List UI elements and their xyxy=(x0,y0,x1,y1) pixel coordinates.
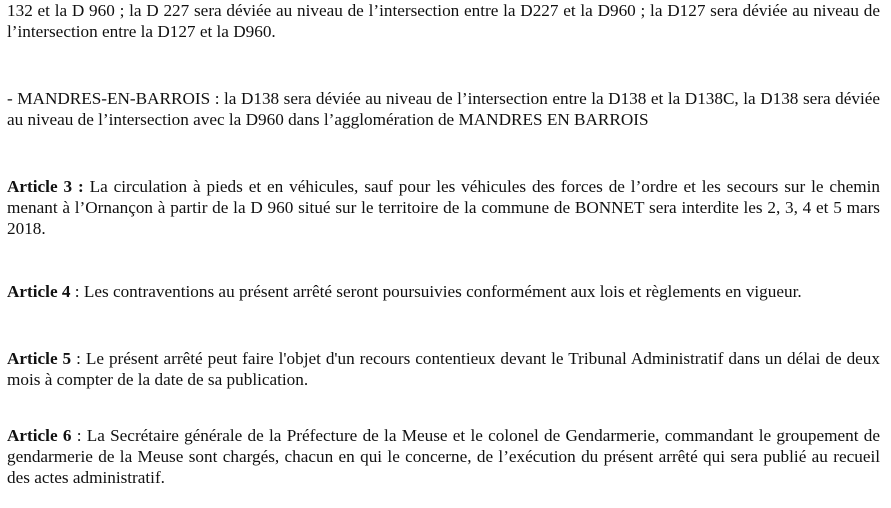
article-5-label: Article 5 xyxy=(7,349,72,368)
article-6 xyxy=(7,425,880,488)
article-3-label: Article 3 : xyxy=(7,177,84,196)
article-4-text: : Les contraventions au présent arrêté seront poursuivies conformément aux lois et règlements en vigueur. xyxy=(70,282,802,301)
article-3-text: La circulation à pieds et en véhicules, sauf pour les véhicules des forces de l’ordre et les secours sur le chemin menant à l’Ornançon à partir de la D 960 situé sur le territoire de la commune de BONNET sera interdite les 2, 3, 4 et 5 mars 2018. xyxy=(7,177,881,238)
article-4-label: Article 4 xyxy=(7,282,71,301)
article-6-label: Article 6 xyxy=(7,426,72,445)
article-4 xyxy=(7,281,880,302)
paragraph-detours-d227-d127: 132 et la D 960 ; la D 227 sera déviée au niveau de l’intersection entre la D227 et la D960 ; la D127 sera déviée au niveau de l’intersection entre la D127 et la D960. xyxy=(7,1,880,41)
article-5 xyxy=(7,348,880,390)
article-5-text: : Le présent arrêté peut faire l'objet d'un recours contentieux devant le Tribunal Administratif dans un délai de deux mois à compter de la date de sa publication. xyxy=(7,349,880,389)
article-3 xyxy=(7,176,880,239)
paragraph-mandres-en-barrois: - MANDRES-EN-BARROIS : la D138 sera déviée au niveau de l’intersection entre la D138 et la D138C, la D138 sera déviée au niveau de l’intersection avec la D960 dans l’agglomération de MANDRES EN BARROIS xyxy=(7,89,880,129)
article-6-text: : La Secrétaire générale de la Préfecture de la Meuse et le colonel de Gendarmerie, commandant le groupement de gendarmerie de la Meuse sont chargés, chacun en qui le concerne, de l’exécution du présent arrêté qui sera publié au recueil des actes administratif. xyxy=(7,426,881,487)
